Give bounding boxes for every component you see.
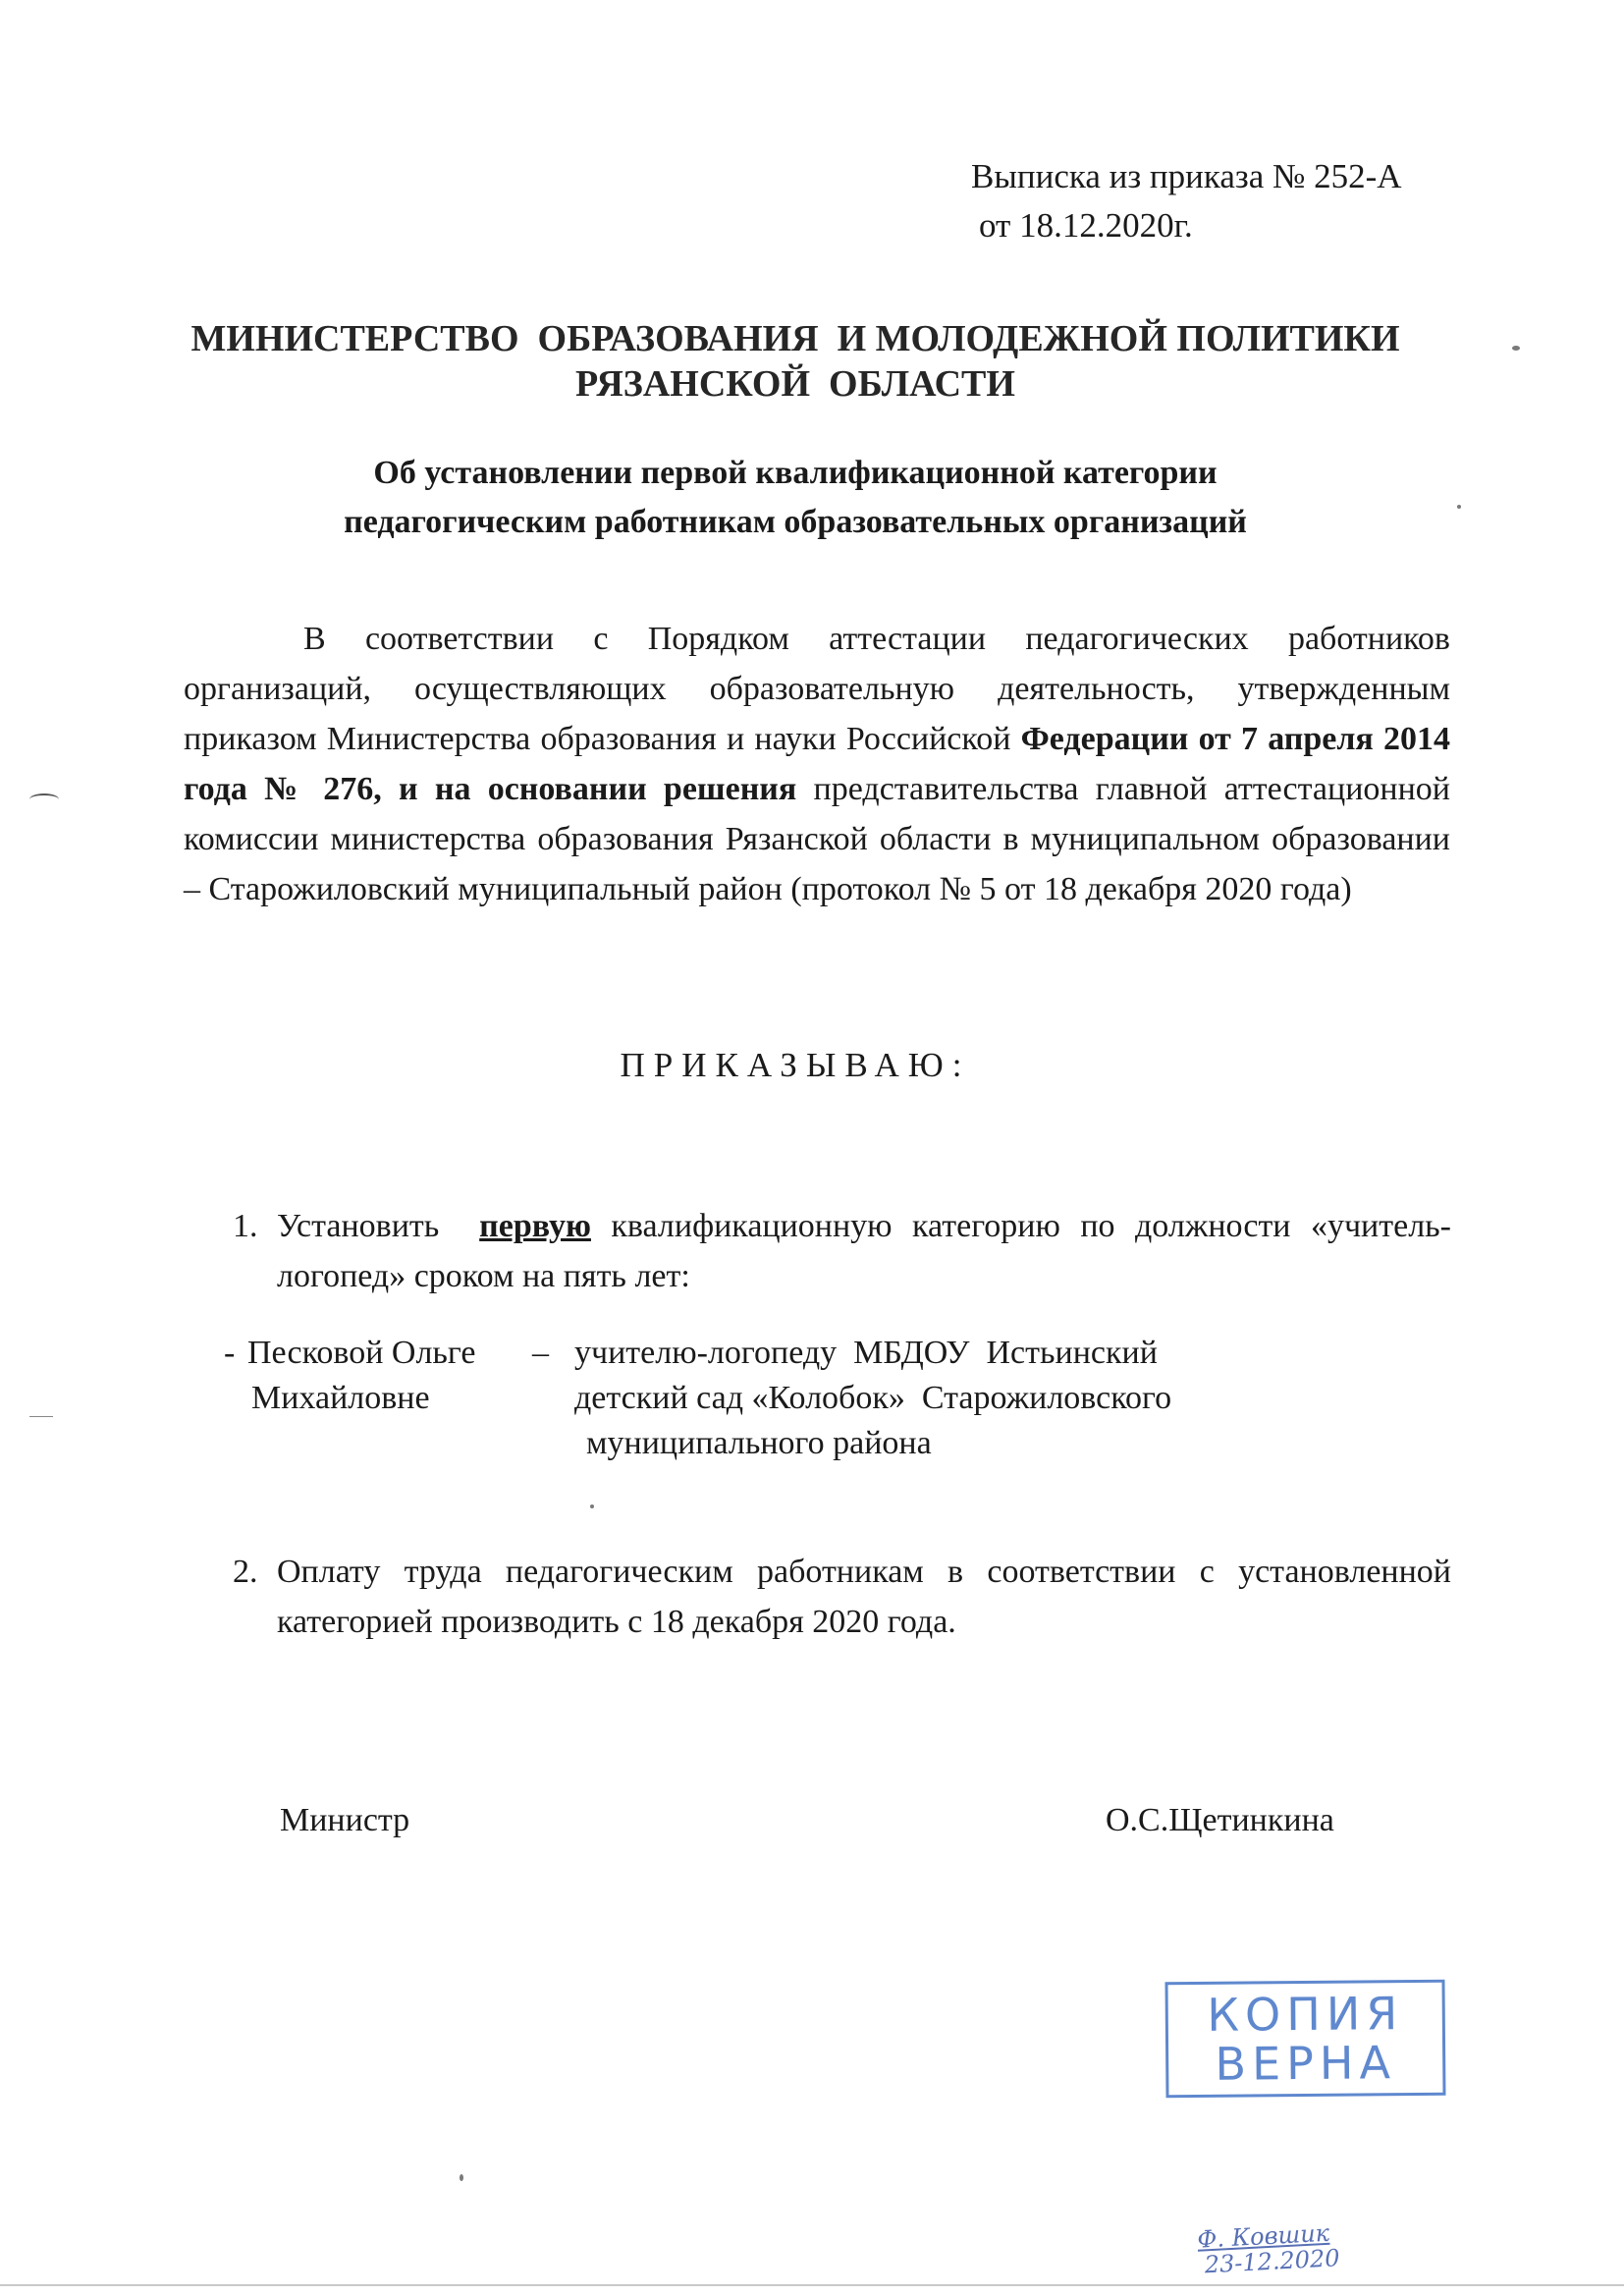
item-1-text: [277, 1201, 1451, 1301]
item-2-number: 2.: [233, 1554, 258, 1590]
scan-speck: [590, 1504, 594, 1508]
ministry-line-2: РЯЗАНСКОЙ ОБЛАСТИ: [575, 363, 1015, 405]
subject-line-1: Об установлении первой квалификационной категории: [373, 455, 1218, 491]
order-subject: [147, 449, 1443, 547]
assignee-separator: –: [532, 1335, 549, 1371]
assignee-name-line-1: Песковой Ольге: [247, 1335, 476, 1371]
scan-mark: [29, 1416, 53, 1417]
handwritten-date: 23-12.2020: [1204, 2244, 1341, 2279]
extract-number: Выписка из приказа № 252-А: [971, 157, 1402, 195]
assignee-position-line-3: муниципального района: [586, 1425, 932, 1461]
subject-line-2: педагогическим работникам образовательных организаций: [344, 504, 1247, 540]
item-1-number: 1.: [233, 1208, 258, 1244]
assignee-position-line-2: детский сад «Колобок» Старожиловского: [574, 1380, 1172, 1416]
handwritten-certification: [1197, 2219, 1340, 2277]
preamble-paragraph: [184, 614, 1450, 914]
item-1-text-before: Установить: [277, 1208, 480, 1244]
scan-speck: [460, 2174, 463, 2181]
assignee-dash: -: [224, 1335, 236, 1371]
extract-date: от 18.12.2020г.: [979, 206, 1193, 245]
scan-mark: [29, 793, 59, 805]
item-1-text-after: квалификационную категорию по должности «учитель-логопед» сроком на пять лет:: [277, 1208, 1451, 1294]
ministry-line-1: МИНИСТЕРСТВО ОБРАЗОВАНИЯ И МОЛОДЕЖНОЙ ПОЛИТИКИ: [190, 318, 1400, 359]
order-heading: ПРИКАЗЫВАЮ:: [620, 1046, 971, 1084]
ministry-title: [147, 316, 1443, 407]
copy-verified-stamp: [1164, 1980, 1445, 2098]
extract-reference: [971, 152, 1402, 250]
item-2-text: Оплату труда педагогическим работникам в соответствии с установленной категорией производить с 18 декабря 2020 года.: [277, 1554, 1451, 1640]
assignee-position: [574, 1331, 1171, 1466]
assignee-name-line-2: Михайловне: [251, 1380, 430, 1416]
scan-edge: [0, 2284, 1624, 2286]
scan-speck: [1457, 505, 1461, 509]
assignee-name: [247, 1331, 476, 1421]
signatory-name: О.С.Щетинкина: [1106, 1802, 1334, 1838]
preamble-text-1: В соответствии с Порядком аттестации педагогических работников организаций, осуществляющих образовательную деятельность, утвержденным приказом Министерства образования и науки Российской: [184, 621, 1450, 757]
preamble-text-bold: Федерации от 7 апреля 2014 года № 276, и на основании решения: [184, 721, 1450, 807]
assignee-position-line-1: учителю-логопеду МБДОУ Истьинский: [574, 1335, 1158, 1371]
handwritten-signature: Ф. Ковшик: [1196, 2218, 1330, 2254]
signatory-title: Министр: [280, 1802, 410, 1838]
stamp-line-2: ВЕРНА: [1215, 2036, 1397, 2091]
preamble-text-2: представительства главной аттестационной комиссии министерства образования Рязанской области в муниципальном образовании – Старожиловский муниципальный район (протокол № 5 от 18 декабря 2020 года): [184, 771, 1450, 907]
stamp-line-1: КОПИЯ: [1207, 1987, 1404, 2042]
item-1-emphasis: первую: [479, 1208, 591, 1244]
scan-speck: [1512, 346, 1520, 351]
